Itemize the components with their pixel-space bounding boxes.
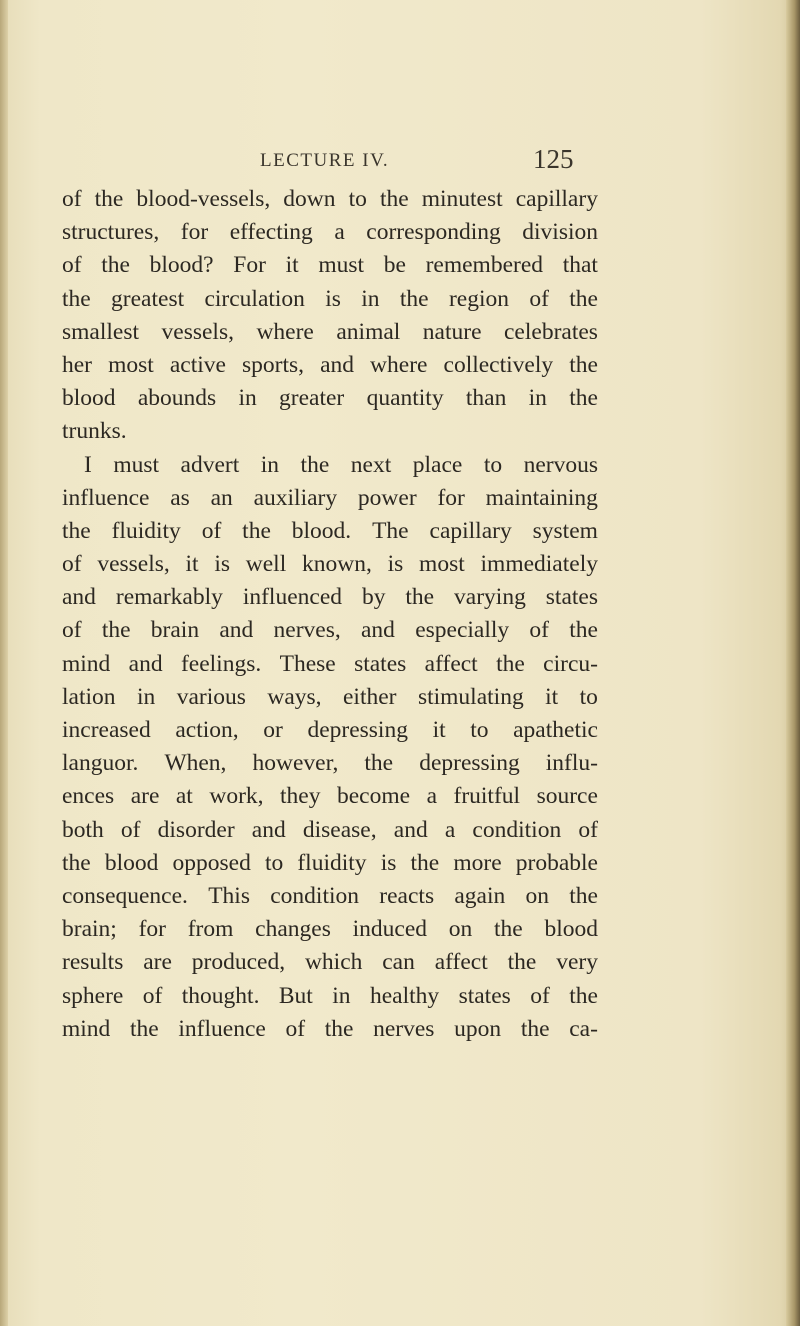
text-line: of the blood-vessels, down to the minutest capillary: [62, 186, 598, 212]
text-line: the fluidity of the blood. The capillary system: [62, 517, 598, 544]
text-line: smallest vessels, where animal nature celebrates: [62, 318, 598, 345]
page-header: [0, 142, 800, 182]
text-line: blood abounds in greater quantity than in the: [62, 385, 598, 412]
text-line: I must advert in the next place to nervous: [84, 451, 598, 478]
text-line: ences are at work, they become a fruitful source: [62, 783, 598, 810]
text-line: influence as an auxiliary power for maintaining: [62, 484, 598, 511]
text-line: mind the influence of the nerves upon the ca-: [62, 1015, 598, 1042]
text-line: trunks.: [62, 418, 127, 445]
text-line: increased action, or depressing it to apathetic: [62, 717, 598, 743]
text-line: sphere of thought. But in healthy states of the: [62, 982, 598, 1009]
page-fore-edge: [786, 0, 800, 1326]
text-line: her most active sports, and where collectively the: [62, 351, 598, 378]
text-line: languor. When, however, the depressing influ-: [62, 750, 598, 777]
text-line: lation in various ways, either stimulating it to: [62, 683, 598, 710]
page-number: 125: [533, 144, 574, 174]
text-line: the greatest circulation is in the region of the: [62, 285, 598, 312]
body-text: [62, 186, 598, 1049]
text-line: brain; for from changes induced on the blood: [62, 916, 598, 943]
running-head: LECTURE IV.: [260, 150, 390, 171]
text-line: results are produced, which can affect the very: [62, 949, 598, 976]
text-line: of the blood? For it must be remembered that: [62, 252, 598, 279]
text-line: consequence. This condition reacts again on the: [62, 882, 598, 909]
page-binding-edge: [0, 0, 8, 1326]
text-line: the blood opposed to fluidity is the more probable: [62, 849, 598, 876]
text-line: of vessels, it is well known, is most immediately: [62, 551, 598, 578]
text-line: structures, for effecting a corresponding division: [62, 219, 598, 246]
text-line: of the brain and nerves, and especially of the: [62, 617, 598, 644]
text-line: mind and feelings. These states affect the circu-: [62, 650, 598, 677]
text-line: both of disorder and disease, and a condition of: [62, 816, 598, 843]
text-line: and remarkably influenced by the varying states: [62, 584, 598, 611]
